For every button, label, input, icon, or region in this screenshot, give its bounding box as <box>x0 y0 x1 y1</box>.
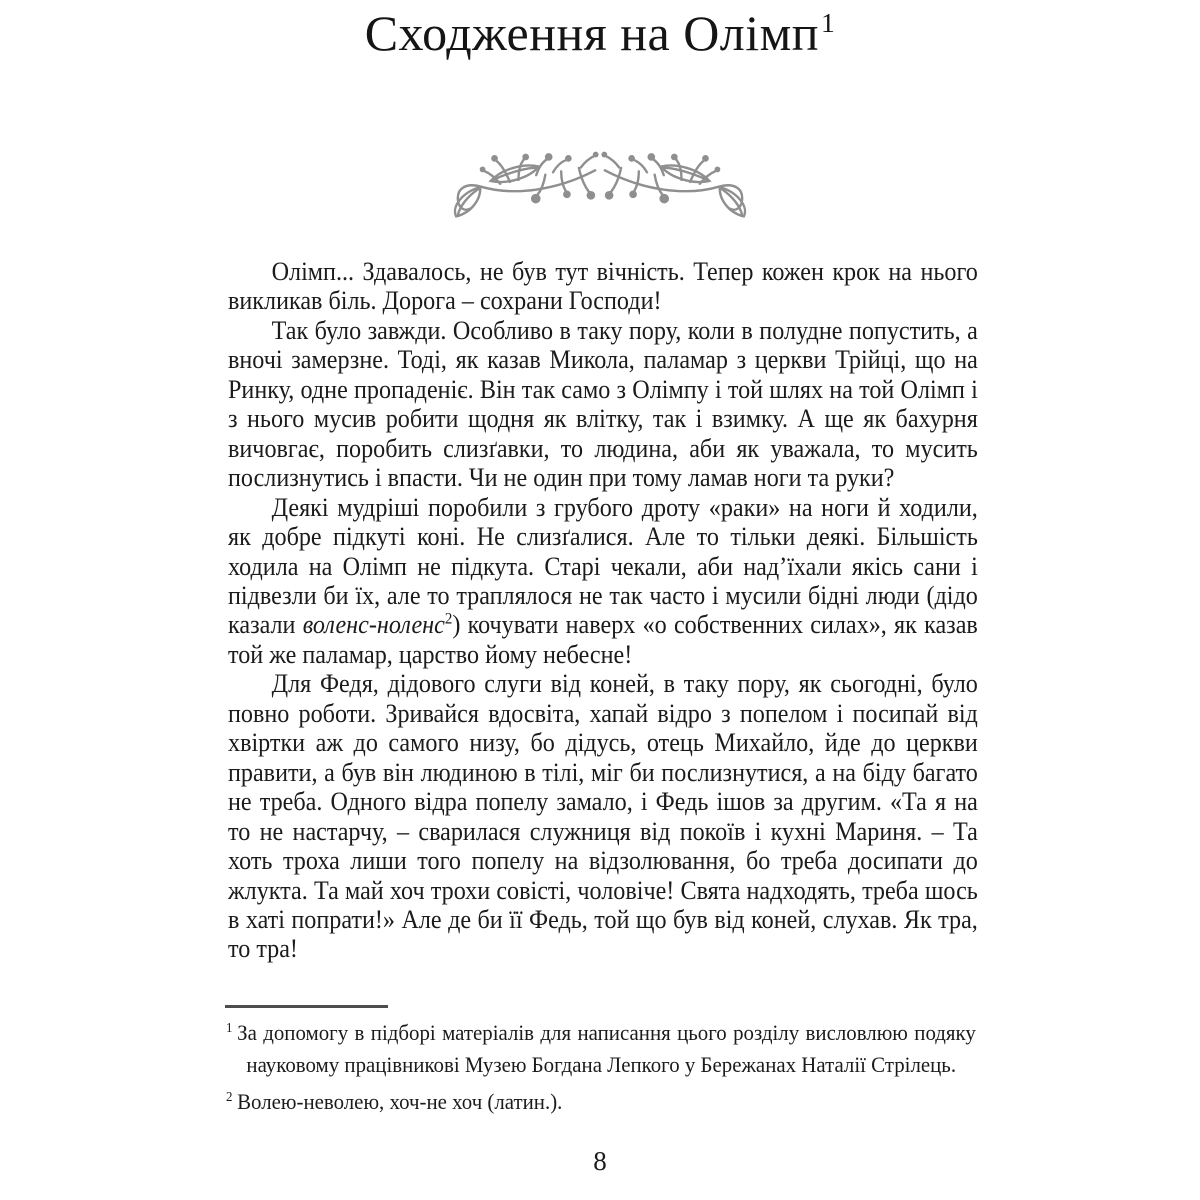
paragraph-4 <box>228 669 978 964</box>
footnote-1-marker: 1 <box>226 1020 233 1036</box>
footnote-2-text: Волею-неволею, хоч-не хоч (латин.). <box>237 1089 563 1114</box>
footnote-2 <box>226 1086 976 1118</box>
chapter-body <box>228 257 978 964</box>
paragraph-3 <box>228 493 978 670</box>
footnote-2-marker: 2 <box>226 1089 233 1105</box>
floral-ornament-icon <box>437 140 763 218</box>
paragraph-3-text-continued: ) кочувати наверх «о собственних силах», як казав той же паламар, царство йому небесне! <box>228 610 978 669</box>
footnote-1-text: За допомогу в підборі матеріалів для написання цього розділу висловлюю подяку науковому працівникові Музею Богдана Лепкого у Бережанах Наталії Стрілець. <box>237 1020 976 1077</box>
footnote-ref-2: 2 <box>444 610 453 628</box>
footnote-ref-1: 1 <box>821 7 836 39</box>
paragraph-1 <box>228 257 978 316</box>
paragraph-3-text: Деякі мудріші поробили з грубого дроту «раки» на ноги й ходили, як добре підкуті коні. Не слизґалися. Але то тільки деякі. Більшість ходила на Олімп не підкута. Старі чекали, аби надʼїхали якісь сани і підвезли би їх, але то траплялося не так часто і мусили бідні люди (дідо казали <box>228 492 978 640</box>
footnote-separator <box>225 1005 388 1008</box>
chapter-title <box>0 0 1200 62</box>
footnote-1 <box>226 1017 976 1080</box>
latin-phrase-italic: воленс-ноленс <box>302 610 445 640</box>
footnotes-section <box>226 1017 976 1124</box>
chapter-title-text: Сходження на Олімп <box>364 5 820 61</box>
paragraph-1-text: Олімп... Здавалось, не був тут вічність. Тепер кожен крок на нього викликав біль. Дорога – сохрани Господи! <box>228 257 978 316</box>
paragraph-2 <box>228 316 978 493</box>
paragraph-4-text: Для Федя, дідового слуги від коней, в таку пору, як сьогодні, було повно роботи. Зривайся вдосвіта, хапай відро з попелом і посипай від хвіртки аж до самого низу, бо дідусь, отець Михайло, йде до церкви правити, а був він людиною в тілі, міг би послизнутися, а на біду багато не треба. Одного відра попелу замало, і Федь ішов за другим. «Та я на то не настарчу, – сварилася служниця від покоїв і кухні Мариня. – Та хоть троха лиши того попелу на відзолювання, бо треба досипати до жлукта. Та май хоч трохи совісті, чоловіче! Свята надходять, треба шось в хаті попрати!» Але де би її Федь, той що був від коней, слухав. Як тра, то тра! <box>228 669 978 964</box>
page-number: 8 <box>593 1146 607 1176</box>
paragraph-2-text: Так було завжди. Особливо в таку пору, коли в полудне попустить, а вночі замерзне. Тоді, як казав Микола, паламар з церкви Трійці, що на Ринку, одне пропаденіє. Він так само з Олімпу і той шлях на той Олімп і з нього мусив робити щодня як влітку, так і взимку. А ще як бахурня вичовгає, поробить слизґавки, то людина, аби як уважала, то мусить послизнутись і впасти. Чи не один при тому ламав ноги та руки? <box>228 315 978 493</box>
